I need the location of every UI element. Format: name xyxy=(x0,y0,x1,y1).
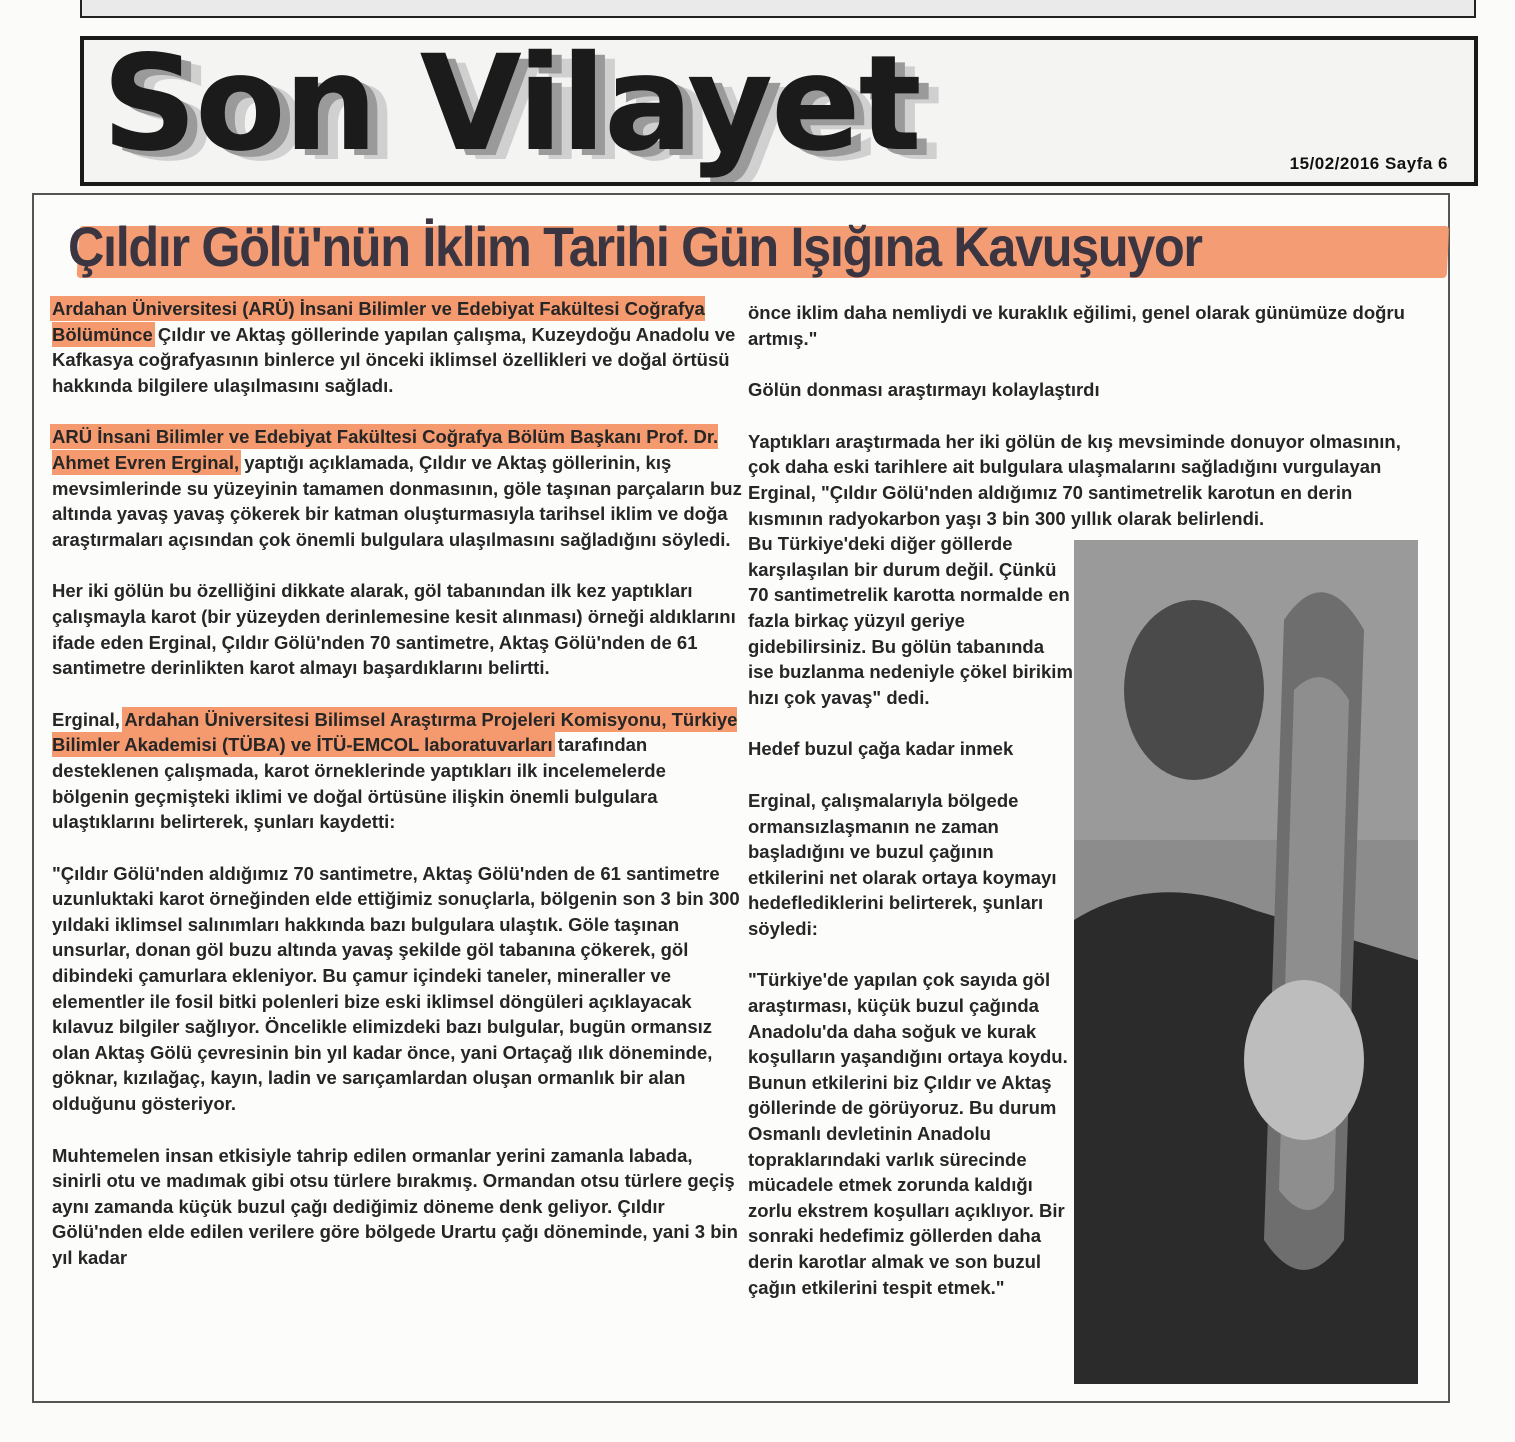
right-paragraph-1: önce iklim daha nemliydi ve kuraklık eğilimi, genel olarak günümüze doğru artmış." xyxy=(748,302,1405,349)
left-column xyxy=(52,296,742,1271)
paragraph-text: Erginal, xyxy=(52,708,125,730)
date-page-label: 15/02/2016 Sayfa 6 xyxy=(1286,154,1452,174)
highlighted-text: ARÜ İnsani Bilimler ve Edebiyat Fakültesi Coğrafya Bölüm Başkanı Prof. Dr. Ahmet Evren Erginal, xyxy=(52,426,719,473)
paragraph-text: tarafından desteklenen çalışmada, karot örneklerinde yaptıkları ilk incelemelerde bölgenin geçmişteki iklimi ve doğal örtüsüne ilişkin önemli bulgulara ulaştıklarını belirterek, şunları kaydetti: xyxy=(52,734,666,833)
newspaper-name: Son Vilayet xyxy=(102,36,920,181)
masthead xyxy=(80,36,1478,186)
highlighted-text: Ardahan Üniversitesi Bilimsel Araştırma Projeleri Komisyonu, Türkiye Bilimler Akademisi (TÜBA) ve İTÜ-EMCOL laboratuvarları xyxy=(52,708,738,756)
highlighted-text: Ardahan Üniversitesi (ARÜ) İnsani Bilimler ve Edebiyat Fakültesi Coğrafya Bölümünce xyxy=(52,298,705,345)
photo-illustration xyxy=(1074,540,1418,1384)
paragraph-text: yaptığı açıklamada, Çıldır ve Aktaş göllerinin, kış mevsimlerinde su yüzeyinin tamamen donmasının, göle taşınan parçaların buz altında yavaş yavaş çökerek bir katman oluşturmasıyla tarihsel iklim ve doğa araştırmaları açısından çok önemli bulgulara ulaşılmasını sağladığını söyledi. xyxy=(52,451,742,550)
paragraph-4 xyxy=(52,707,742,835)
paragraph-5: "Çıldır Gölü'nden aldığımız 70 santimetre, Aktaş Gölü'nden de 61 santimetre uzunluktaki karot örneğinden elde ettiğimiz sonuçlarla, bölgenin son 3 bin 300 yıldaki iklimsel salınımları hakkında bazı bulgulara ulaştık. Göle taşınan unsurlar, donan göl buzu altında yavaş şekilde göl tabanına çökerek, göl dibindeki çamurlara ekleniyor. Bu çamur içindeki taneler, mineraller ve elementler ile fosil bitki polenleri bize eski iklimsel döngüleri açıklayacak kılavuz bilgiler sağlıyor. Öncelikle elimizdeki bazı bulgular, bugün ormansız olan Aktaş Gölü çevresinin bin yıl kadar önce, yani Ortaçağ ılık döneminde, göknar, kızılağaç, kayın, ladin ve sarıçamlardan oluşan ormanlık bir alan olduğunu gösteriyor. xyxy=(52,862,740,1115)
photo-man-holding-fish xyxy=(1074,540,1418,1384)
paragraph-3: Her iki gölün bu özelliğini dikkate alarak, göl tabanından ilk kez yaptıkları çalışmayla karot (bir yüzeyden derinlemesine kesit alınması) örneği aldıklarını ifade eden Erginal, Çıldır Gölü'nden 70 santimetre, Aktaş Gölü'nden de 61 santimetre derinlikten karot almayı başardıklarını belirtti. xyxy=(52,580,736,679)
headline-block xyxy=(38,204,1448,288)
paragraph-text: Çıldır ve Aktaş göllerinde yapılan çalışma, Kuzeydoğu Anadolu ve Kafkasya coğrafyasının binlerce yıl önceki iklimsel özellikleri ve doğal örtüsü hakkında bilgilere ulaşılmasını sağladı. xyxy=(52,323,736,396)
paragraph-1 xyxy=(52,296,742,398)
subheading-2: Hedef buzul çağa kadar inmek xyxy=(748,738,1014,760)
article-headline: Çıldır Gölü'nün İklim Tarihi Gün Işığına Kavuşuyor xyxy=(68,215,1202,278)
subheading-1: Gölün donması araştırmayı kolaylaştırdı xyxy=(748,379,1100,401)
paragraph-2 xyxy=(52,424,742,552)
previous-page-strip xyxy=(80,0,1476,18)
right-paragraph-2a: Yaptıkları araştırmada her iki gölün de kış mevsiminde donuyor olmasının, çok daha eski tarihlere ait bulgulara ulaşmalarını sağladığını vurgulayan Erginal, "Çıldır Gölü'nden aldığımız 70 santimetrelik karotun en derin kısmının radyokarbon yaşı 3 bin 300 yıllık olarak belirlendi. xyxy=(748,430,1401,529)
paragraph-6: Muhtemelen insan etkisiyle tahrip edilen ormanlar yerini zamanla labada, sinirli otu ve madımak gibi otsu türlere bırakmış. Ormandan otsu türlere geçiş aynı zamanda küçük buzul çağı dediğimiz döneme denk geliyor. Çıldır Gölü'nden elde edilen verilere göre bölgede Urartu çağı döneminde, yani 3 bin yıl kadar xyxy=(52,1144,738,1268)
right-paragraph-4: "Türkiye'de yapılan çok sayıda göl araştırması, küçük buzul çağında Anadolu'da daha soğuk ve kurak koşulların yaşandığını ortaya koydu. Bunun etkilerini biz Çıldır ve Aktaş göllerinde de görüyoruz. Bu durum Osmanlı devletinin Anadolu topraklarındaki varlık sürecinde mücadele etmek zorunda kaldığı zorlu ekstrem koşulları açıklıyor. Bir sonraki hedefimiz göllerden daha derin karotlar almak ve son buzul çağın etkilerini tespit etmek." xyxy=(748,969,1068,1298)
right-paragraph-2b: Bu Türkiye'deki diğer göllerde karşılaşılan bir durum değil. Çünkü 70 santimetrelik karotta normalde en fazla birkaç yüzyıl geriye gidebilirsiniz. Bu gölün tabanında ise buzlanma nedeniyle çökel birikim hızı çok yavaş" dedi. xyxy=(748,533,1073,708)
right-paragraph-3: Erginal, çalışmalarıyla bölgede ormansızlaşmanın ne zaman başladığını ve buzul çağının etkilerini net olarak ortaya koymayı hedeflediklerini belirterek, şunları söyledi: xyxy=(748,789,1057,939)
